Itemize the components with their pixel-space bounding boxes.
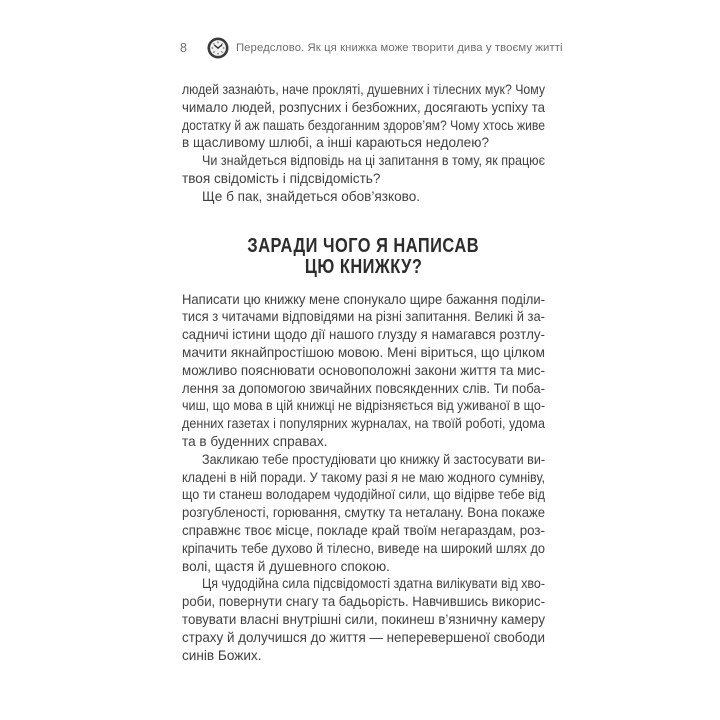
text-line: Ця чудодійна сила підсвідомості здатна вилікувати від хво- [202,576,545,592]
text-line: в щасливому шлюбі, а інші караються недолею? [182,135,490,151]
paragraph [182,81,545,152]
paragraph [182,152,545,188]
text-line: справжнє твоє місце, покладе край твоїм негараздам, роз- [182,522,545,538]
text-line: волі, щастя й душевного спокою. [182,558,390,574]
paragraph [182,575,545,664]
text-line: страху й долучишся до життя — неперевершеної свободи [182,629,545,645]
text-line: кріпачить тебе духово й тілесно, виведе на широкий шлях до [182,540,545,556]
text-line: твоя свідомість і підсвідомість? [182,170,381,186]
page-header [180,36,610,60]
text-line: товувати власні внутрішні сили, покинеш в’язничну камеру [182,611,545,627]
section-heading-line: ЦЮ КНИЖКУ? [304,255,423,278]
text-line: лення за допомогою звичайних повсякденних слів. Ти поба- [182,380,545,396]
text-line: роби, повернути снагу та бадьорість. Навчившись викорис- [182,594,545,610]
text-line: Написати цю книжку мене спонукало щире бажання поділи- [182,291,545,307]
text-line: що ти станеш володарем чудодійної сили, що відірве тебе від [182,487,545,503]
text-line: чимало людей, розпусних і безбожних, досягають успіху та [182,99,545,115]
text-line: синів Божих. [182,647,262,663]
text-line: тися з читачами відповідями на різні запитання. Великі й за- [182,309,545,325]
page-content [182,81,545,664]
text-line: розгубленості, горювання, смутку та неталану. Вона покаже [182,505,545,521]
text-line: Ще б пак, знайдеться обов’язково. [202,188,421,204]
clock-icon [207,37,229,59]
text-line: достатку й аж пашать бездоганним здоров’ям? Чому хтось живе [182,117,545,133]
text-line: можливо пояснювати основоположні закони життя та мис- [182,362,545,378]
paragraph [182,451,545,576]
section-heading-line: ЗАРАДИ ЧОГО Я НАПИСАВ [247,234,480,257]
paragraph [182,188,545,206]
paragraph [182,291,545,451]
text-line: та в буденних справах. [182,433,328,449]
text-line: Закликаю тебе простудіювати цю книжку й застосувати ви- [202,451,545,467]
text-line: чиш, що мова в цій книжці не відрізняється від уживаної в що- [182,398,545,414]
text-line: кладені в ній поради. У такому разі я не маю жодного сумніву, [182,469,545,485]
text-line: садничі істини щодо дії нашого глузду я намагався розтлу- [182,327,545,343]
text-line: Чи знайдеться відповідь на ці запитання в тому, як працює [202,153,545,169]
text-line: мачити якнайпростішою мовою. Мені віриться, що цілком [182,344,545,360]
text-line: людей зазнаю́ть, наче прокляті, душевних і тілесних мук? Чому [182,82,545,97]
text-line: денних газетах і популярних журналах, на твоїй роботі, удома [182,416,545,432]
chapter-title: Передслово. Як ця книжка може творити дива у твоєму житті [235,42,563,54]
page-number: 8 [180,41,187,55]
section-heading [182,236,545,278]
